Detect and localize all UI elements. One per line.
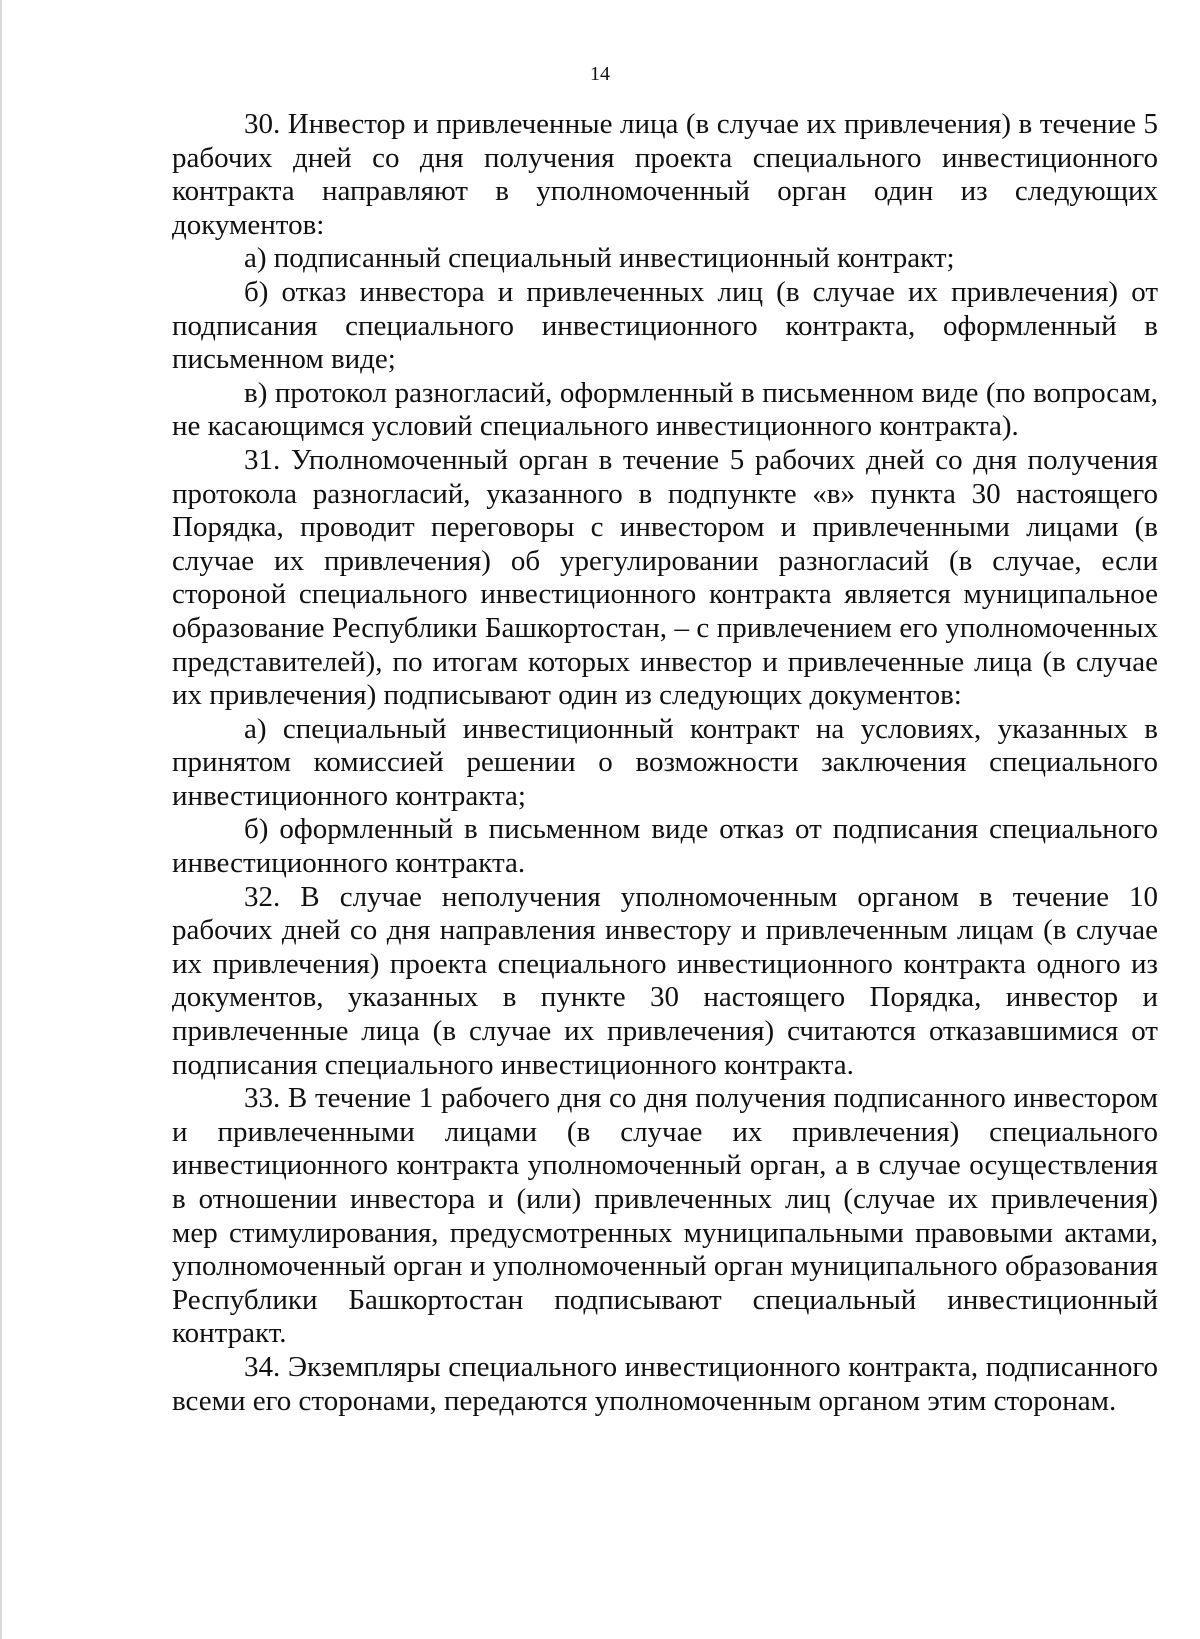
- clause-33: 33. В течение 1 рабочего дня со дня получения подписанного инвестором и привлеченными лицами (в случае их привлечения) специального инвестиционного контракта уполномоченный орган, а в случае осуществления в отношении инвестора и (или) привлеченных лиц (случае их привлечения) мер стимулирования, предусмотренных муниципальными правовыми актами, уполномоченный орган и уполномоченный орган муниципального образования Республики Башкортостан подписывают специальный инвестиционный контракт.: [172, 1082, 1158, 1350]
- clause-31-item-b: б) оформленный в письменном виде отказ от подписания специального инвестиционного контракта.: [172, 813, 1158, 880]
- clause-30-item-v: в) протокол разногласий, оформленный в письменном виде (по вопросам, не касающимся условий специального инвестиционного контракта).: [172, 376, 1158, 443]
- clause-31-item-a: а) специальный инвестиционный контракт на условиях, указанных в принятом комиссией решении о возможности заключения специального инвестиционного контракта;: [172, 712, 1158, 812]
- clause-30-item-b: б) отказ инвестора и привлеченных лиц (в случае их привлечения) от подписания специального инвестиционного контракта, оформленный в письменном виде;: [172, 275, 1158, 376]
- page-number: 14: [590, 63, 610, 85]
- scan-edge-line: [0, 0, 2, 1639]
- clause-34: 34. Экземпляры специального инвестиционного контракта, подписанного всеми его сторонами, передаются уполномоченным органом этим сторонам.: [172, 1350, 1158, 1417]
- document-body: [172, 108, 1158, 1418]
- clause-31: 31. Уполномоченный орган в течение 5 рабочих дней со дня получения протокола разногласий, указанного в подпункте «в» пункта 30 настоящего Порядка, проводит переговоры с инвестором и привлеченными лицами (в случае их привлечения) об урегулировании разногласий (в случае, если стороной специального инвестиционного контракта является муниципальное образование Республики Башкортостан, – с привлечением его уполномоченных представителей), по итогам которых инвестор и привлеченные лица (в случае их привлечения) подписывают один из следующих документов:: [172, 443, 1158, 712]
- clause-32: 32. В случае неполучения уполномоченным органом в течение 10 рабочих дней со дня направления инвестору и привлеченным лицам (в случае их привлечения) проекта специального инвестиционного контракта одного из документов, указанных в пункте 30 настоящего Порядка, инвестор и привлеченные лица (в случае их привлечения) считаются отказавшимися от подписания специального инвестиционного контракта.: [172, 880, 1158, 1081]
- clause-30-item-a: а) подписанный специальный инвестиционный контракт;: [244, 242, 955, 275]
- clause-30: 30. Инвестор и привлеченные лица (в случае их привлечения) в течение 5 рабочих дней со дня получения проекта специального инвестиционного контракта направляют в уполномоченный орган один из следующих документов:: [172, 108, 1158, 241]
